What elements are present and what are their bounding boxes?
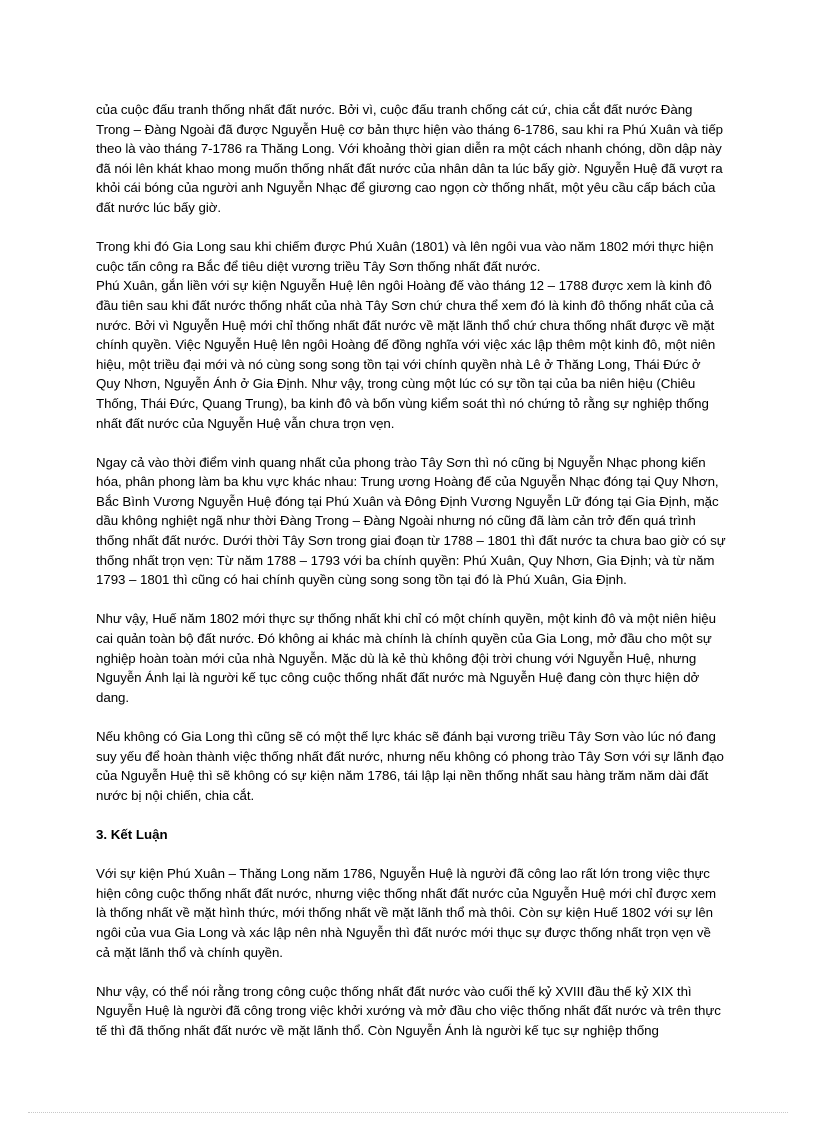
conclusion-paragraph-2: Như vậy, có thể nói rằng trong công cuộc thống nhất đất nước vào cuối thế kỷ XVIII đầu thế kỷ XIX thì Nguyễn Huệ là người đã công trong việc khởi xướng và mở đầu cho việc thống nhất đất nước và trên thực tế thì đã thống nhất đất nước về mặt lãnh thổ. Còn Nguyễn Ánh là người kế tục sự nghiệp thống — [96, 983, 721, 1038]
conclusion-paragraph-1: Với sự kiện Phú Xuân – Thăng Long năm 1786, Nguyễn Huệ là người đã công lao rất lớn trong việc thực hiện công cuộc thống nhất đất nước, nhưng việc thống nhất đất nước của Nguyễn Huệ mới chỉ được xem là thống nhất về mặt hình thức, mới thống nhất về mặt lãnh thổ mà thôi. Còn sự kiện Huế 1802 với sự lên ngôi của vua Gia Long và xác lập nên nhà Nguyễn thì đất nước mới thục sự được thống nhất trọn vẹn về cả mặt lãnh thổ và chính quyền. — [96, 866, 716, 960]
document-page — [96, 100, 728, 1060]
paragraph-6: Nếu không có Gia Long thì cũng sẽ có một thế lực khác sẽ đánh bại vương triều Tây Sơn vào lúc nó đang suy yếu để hoàn thành việc thống nhất đất nước, nhưng nếu không có phong trào Tây Sơn với sự lãnh đạo của Nguyễn Huệ thì sẽ không có sự kiện năm 1786, tái lập lại nền thống nhất sau hàng trăm năm dài đất nước bị nội chiến, chia cắt. — [96, 729, 724, 803]
section-heading-conclusion: 3. Kết Luận — [96, 826, 168, 842]
paragraph-3: Phú Xuân, gắn liền với sự kiện Nguyễn Huệ lên ngôi Hoàng đế vào tháng 12 – 1788 được xem là kinh đô đầu tiên sau khi đất nước thống nhất của nhà Tây Sơn chứ chưa thể xem đó là kinh đô thống nhất của cả nước. Bởi vì Nguyễn Huệ mới chỉ thống nhất đất nước về mặt lãnh thổ chứ chưa thống nhất được về mặt chính quyền. Việc Nguyễn Huệ lên ngôi Hoàng đế đồng nghĩa với việc xác lập thêm một kinh đô, một niên hiệu, một triều đại mới và nó cùng song song tồn tại với chính quyền nhà Lê ở Thăng Long, Thái Đức ở Quy Nhơn, Nguyễn Ánh ở Gia Định. Như vậy, trong cùng một lúc có sự tồn tại của ba niên hiệu (Chiêu Thống, Thái Đức, Quang Trung), ba kinh đô và bốn vùng kiểm soát thì nó chứng tỏ rằng sự nghiệp thống nhất đất nước của Nguyễn Huệ vẫn chưa trọn vẹn. — [96, 278, 716, 431]
paragraph-5: Như vậy, Huế năm 1802 mới thực sự thống nhất khi chỉ có một chính quyền, một kinh đô và một niên hiệu cai quản toàn bộ đất nước. Đó không ai khác mà chính là chính quyền của Gia Long, mở đầu cho một sự nghiệp hoàn toàn mới của nhà Nguyễn. Mặc dù là kẻ thù không đội trời chung với Nguyễn Huệ, nhưng Nguyễn Ánh lại là người kế tục công cuộc thống nhất đất nước mà Nguyễn Huệ đang còn thực hiện dở dang. — [96, 611, 716, 705]
paragraph-1: của cuộc đấu tranh thống nhất đất nước. Bởi vì, cuộc đấu tranh chống cát cứ, chia cắt đất nước Đàng Trong – Đàng Ngoài đã được Nguyễn Huệ cơ bản thực hiện vào tháng 6-1786, sau khi ra Phú Xuân và tiếp theo là vào tháng 7-1786 ra Thăng Long. Với khoảng thời gian diễn ra một cách nhanh chóng, dồn dập này đã nói lên khát khao mong muốn thống nhất đất nước của nhân dân ta lúc bấy giờ. Nguyễn Huệ đã vượt ra khỏi cái bóng của người anh Nguyễn Nhạc để giương cao ngọn cờ thống nhất, một yêu cầu cấp bách của đất nước lúc bấy giờ. — [96, 102, 724, 215]
page-bottom-divider — [28, 1112, 788, 1113]
paragraph-2: Trong khi đó Gia Long sau khi chiếm được Phú Xuân (1801) và lên ngôi vua vào năm 1802 mới thực hiện cuộc tấn công ra Bắc để tiêu diệt vương triều Tây Sơn thống nhất đất nước. — [96, 239, 714, 274]
paragraph-4: Ngay cả vào thời điểm vinh quang nhất của phong trào Tây Sơn thì nó cũng bị Nguyễn Nhạc phong kiến hóa, phân phong làm ba khu vực khác nhau: Trung ương Hoàng đế của Nguyễn Nhạc đóng tại Quy Nhơn, Bắc Bình Vương Nguyễn Huệ đóng tại Phú Xuân và Đông Định Vương Nguyễn Lữ đóng tại Gia Định, mặc dầu không nghiệt ngã như thời Đàng Trong – Đàng Ngoài nhưng nó cũng đã làm cản trở đến quá trình thống nhất đất nước. Dưới thời Tây Sơn trong giai đoạn từ 1788 – 1801 thì đất nước ta chưa bao giờ có sự thống nhất trọn vẹn: Từ năm 1788 – 1793 với ba chính quyền: Phú Xuân, Quy Nhơn, Gia Định; và từ năm 1793 – 1801 thì cũng có hai chính quyền cùng song song tồn tại đó là Phú Xuân, Gia Định. — [96, 454, 726, 588]
